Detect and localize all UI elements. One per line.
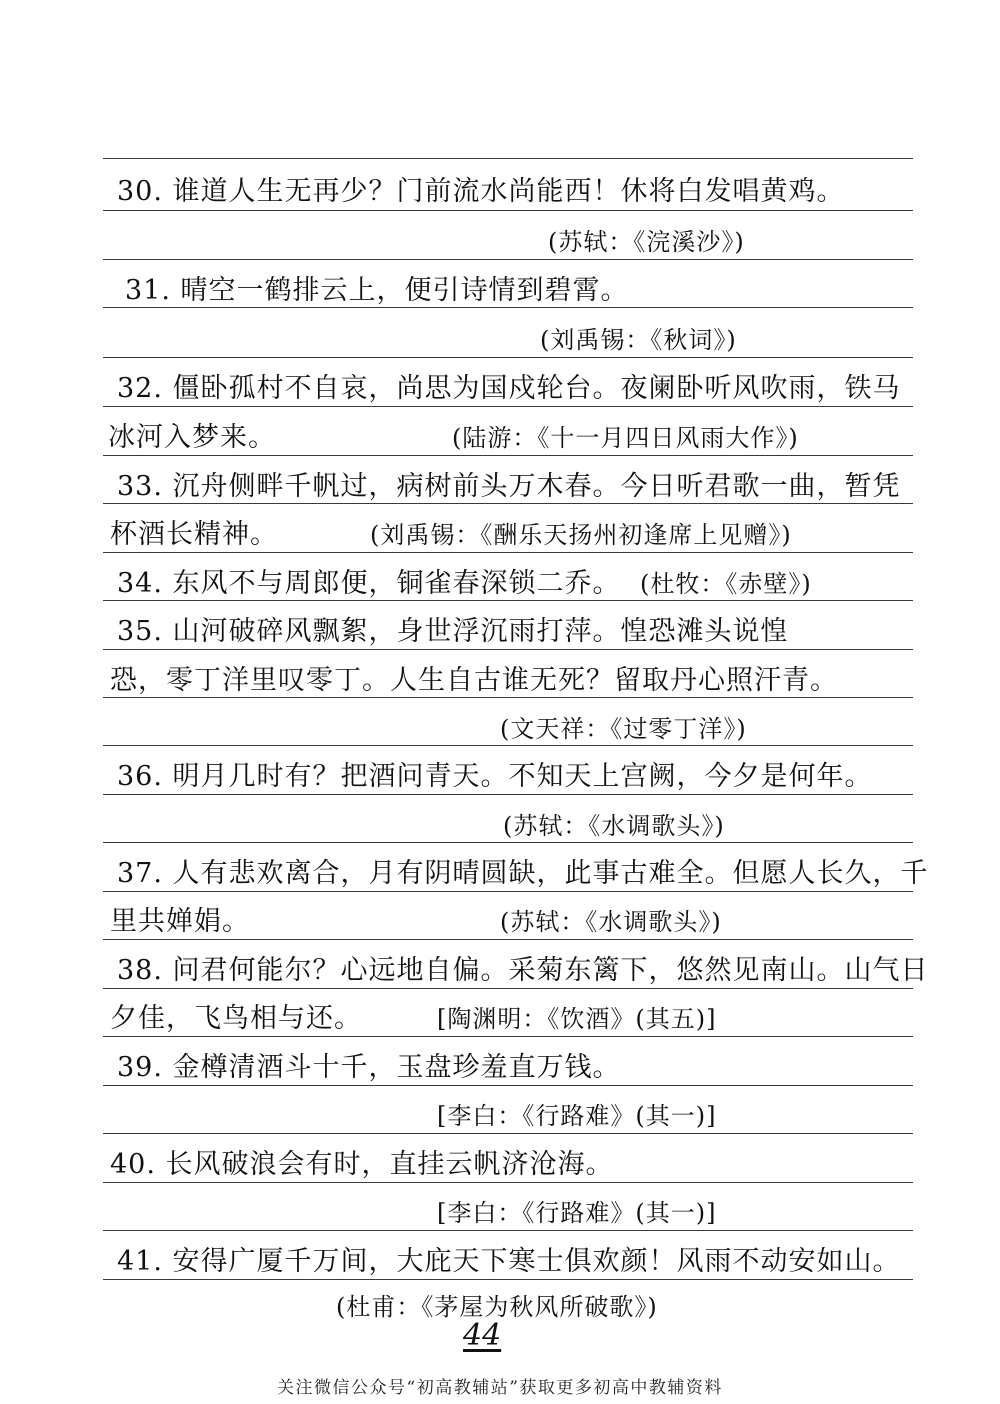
rule-line [103, 939, 913, 940]
rule-line [103, 1182, 913, 1183]
rule-line [103, 794, 913, 795]
footer-notice: 关注微信公众号“初高教辅站”获取更多初高中教辅资料 [277, 1378, 723, 1398]
poem-source: (苏轼：《浣溪沙》) [548, 228, 745, 256]
poem-source: (苏轼：《水调歌头》) [503, 812, 725, 840]
rule-line [103, 406, 913, 407]
rule-line [103, 842, 913, 843]
rule-line [103, 745, 913, 746]
poem-line: 38. 问君何能尔？心远地自偏。采菊东篱下，悠然见南山。山气日 [117, 955, 929, 986]
rule-line [103, 697, 913, 698]
rule-line [103, 988, 913, 989]
rule-line [103, 503, 913, 504]
poem-source: [李白：《行路难》(其一)] [437, 1102, 717, 1130]
poem-line: 36. 明月几时有？把酒问青天。不知天上宫阙，今夕是何年。 [117, 761, 873, 792]
poem-line: 杯酒长精神。 [110, 519, 278, 550]
poem-source: (杜牧：《赤壁》) [640, 570, 812, 598]
poem-source: [李白：《行路难》(其一)] [437, 1199, 717, 1227]
poem-line: 恐，零丁洋里叹零丁。人生自古谁无死？留取丹心照汗青。 [110, 665, 838, 696]
poem-source: (刘禹锡：《秋词》) [540, 326, 737, 354]
poem-source: (陆游：《十一月四日风雨大作》) [452, 424, 799, 452]
rule-line [103, 1085, 913, 1086]
rule-line [103, 600, 913, 601]
rule-line [103, 891, 913, 892]
poem-line: 夕佳，飞鸟相与还。 [110, 1003, 362, 1034]
rule-line [103, 455, 913, 456]
poem-line: 33. 沉舟侧畔千帆过，病树前头万木春。今日听君歌一曲，暂凭 [117, 471, 901, 502]
poem-line: 31. 晴空一鹤排云上，便引诗情到碧霄。 [125, 275, 629, 306]
rule-line [103, 357, 913, 358]
poem-line: 34. 东风不与周郎便，铜雀春深锁二乔。 [117, 568, 621, 599]
poem-line: 41. 安得广厦千万间，大庇天下寒士俱欢颜！风雨不动安如山。 [117, 1246, 901, 1277]
rule-line [103, 649, 913, 650]
rule-line [103, 210, 913, 211]
poem-source: (文天祥：《过零丁洋》) [500, 715, 747, 743]
poem-line: 30. 谁道人生无再少？门前流水尚能西！休将白发唱黄鸡。 [117, 176, 845, 207]
rule-line [103, 307, 913, 308]
poem-line: 32. 僵卧孤村不自哀，尚思为国戍轮台。夜阑卧听风吹雨，铁马 [117, 373, 901, 404]
poem-source: [陶渊明：《饮酒》(其五)] [437, 1005, 717, 1033]
page-number: 44 [463, 1318, 502, 1353]
rule-line [103, 259, 913, 260]
poem-source: (苏轼：《水调歌头》) [500, 908, 722, 936]
rule-line [103, 1036, 913, 1037]
rule-line [103, 1230, 913, 1231]
rule-line [103, 1279, 913, 1280]
poem-line: 35. 山河破碎风飘絮，身世浮沉雨打萍。惶恐滩头说惶 [117, 616, 789, 647]
poem-source: (杜甫：《茅屋为秋风所破歌》) [336, 1293, 658, 1321]
poem-line: 37. 人有悲欢离合，月有阴晴圆缺，此事古难全。但愿人长久，千 [117, 858, 929, 889]
poem-line: 里共婵娟。 [110, 906, 250, 937]
rule-line [103, 158, 913, 159]
poem-line: 冰河入梦来。 [108, 422, 276, 453]
rule-line [103, 552, 913, 553]
rule-line [103, 1133, 913, 1134]
poem-line: 39. 金樽清酒斗十千，玉盘珍羞直万钱。 [117, 1052, 621, 1083]
poem-line: 40. 长风破浪会有时，直挂云帆济沧海。 [110, 1149, 614, 1180]
poem-source: (刘禹锡：《酬乐天扬州初逢席上见赠》) [370, 521, 792, 549]
